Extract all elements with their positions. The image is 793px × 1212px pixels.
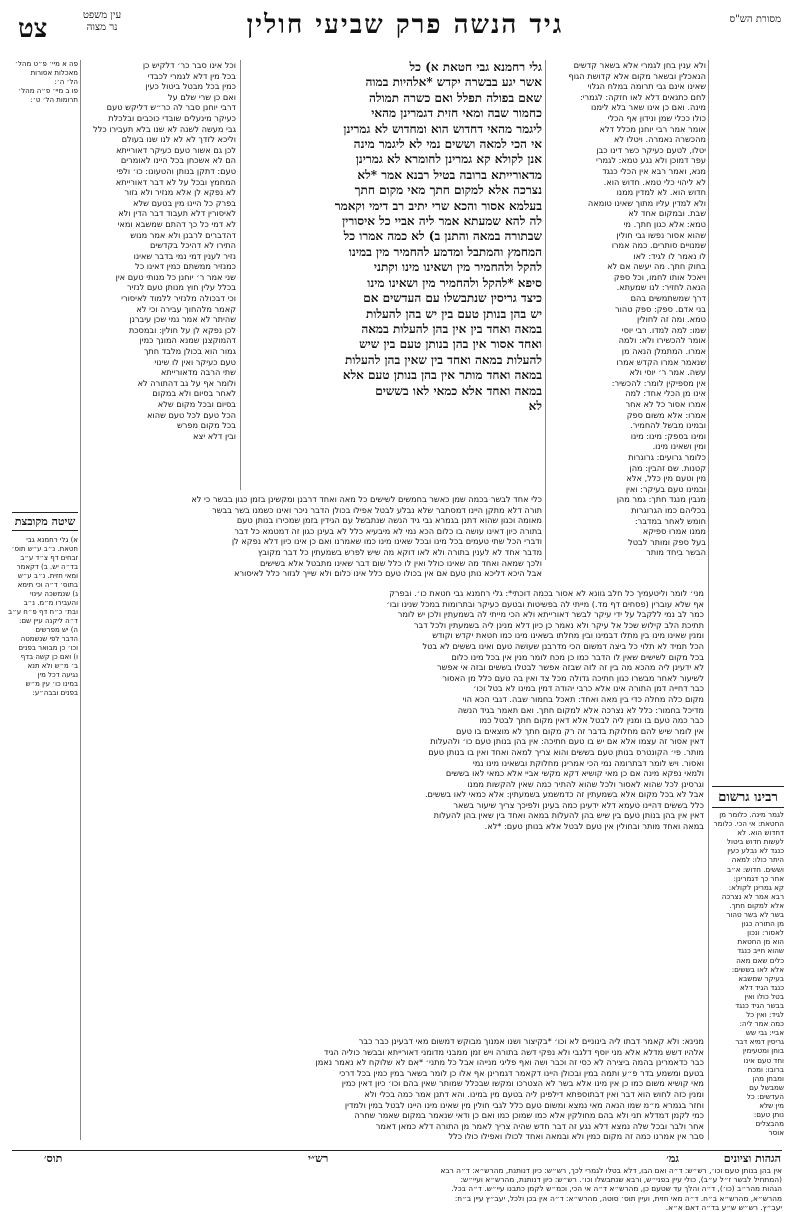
- tosafot-line: הכל טעם לכל טעם שהוא: [147, 409, 236, 420]
- haggahot-line: (המתחיל לבשר ז״ל ע״ב), כולי עיין בפני״ש, ורבא שנתבשלו וכו׳. רש״ש: כיון דנותנת, מהרש״א ועיי״ש:: [460, 1175, 782, 1185]
- tosafot-line: כבר דחייה דמן התורה אינו אלא כרבי יהודה דמין במינו לא בטל וכו׳: [473, 683, 704, 694]
- rashi-line: ולא ענין בחן לגמרי אלא בשאר קדשים: [573, 60, 706, 70]
- tosafot-column-top: [84, 60, 236, 496]
- rashi-line: אינו מן הכלי אחד: למה: [625, 388, 706, 399]
- tosafot-line: כמין בכל מבטל ביטול כעין: [145, 81, 236, 92]
- tosafot-line: מדיכל בחמור: כלל לא נצרכה אלא למקום חתך. ואם תאמר בגיד הנשה: [457, 704, 704, 715]
- gemara-line: בעלמא אסור והכא שרי יתיב רב דימי וקאמר: [334, 198, 542, 213]
- rashi-line: ויאכל אותו לחמו, וכל ספק: [613, 271, 706, 282]
- gershom-line: רבא אמר לא נצרכה: [721, 891, 784, 901]
- ein-mishpat-notes: [12, 60, 78, 120]
- tosafot-line: אף שלא עוברין (פסחים דף מד.) מייתי לה בפשיטות ובטעם כעיקר ובתרומות במכל שנינו ובו׳: [386, 598, 704, 609]
- tosafot-line: לכן גם אשור טעם כעיקר דאורייתא: [115, 144, 236, 155]
- rashi-line: עפר דמוכן ולא נגע טמא: לגמרי: [596, 155, 706, 166]
- gemara-line: אשר יגע בבשרה יקדש *אלהיות במוה: [365, 75, 542, 90]
- tosafot-line: שני אמר ר׳ יוחנן כל מנותי טעם אין: [115, 271, 236, 282]
- tosafot-line: לא ידעינן ליה מהכא מה בין זה לזה שבזה אפשר לבטלו בששים ובזה אי אפשר: [437, 662, 704, 673]
- gershom-line: לעשות חדוש ביטול: [726, 837, 784, 847]
- tosafot-line: וכי דבכולה מלנזיר ללמוד לאיסורי: [121, 293, 236, 304]
- shita-line: ה) יש מפרשים: [35, 626, 78, 634]
- haggahot-line: מהרש״א, מהרש״א ב״ח. ד״ה מאי חזית, ועיין תוס׳ סוטה, מהרש״א: ד״ה אין בכן ולכל, יעב״ץ עיין ב״ח:: [454, 1193, 782, 1203]
- gershom-line: כנגד הגיד דלא: [739, 982, 784, 992]
- gershom-line: לגיד: ואין כל: [746, 1010, 784, 1020]
- shita-line: וכו׳ כן מבואר בפנים: [18, 644, 78, 652]
- rashi-line: ומינו בספק: מינו: מינו: [630, 430, 706, 441]
- shita-line: נגיעה דכל מין: [37, 671, 78, 679]
- gershom-line: אוסר: [768, 1128, 784, 1138]
- rashi-label: רש״י: [308, 1152, 329, 1165]
- rashi-line: שאינו אינם גבי תרומה במלח הגלוי: [587, 81, 706, 92]
- tosafot-line: כמר לב נמי ללקבל על ידי עיקר לבשר דאורייתא ולא הכי מייתי לה בשמעתין ולכן יש לומר: [397, 609, 704, 620]
- tosafot-line: כבר כמה טעם בו ומנין ליה לבטל אלא דאין מקום חתך לבטל כמו: [479, 715, 704, 726]
- tosafot-line: בסיום ובכל מקום שלא: [157, 399, 236, 409]
- gemara-line: כחמור שבה ומאי חזית דגמרינן מהאי: [371, 106, 542, 121]
- tosafot-line: ובין דלא יצא: [193, 430, 236, 441]
- commentary-middle-band: [191, 494, 542, 580]
- tosafot-line: קאמר מלהחוך עבירה וכי לא: [136, 303, 236, 314]
- shita-line: בפנים ובבה״ע:: [32, 689, 78, 697]
- gemara-line: במאה ואחד מותר אין בהן בנותן טעם אלא: [342, 368, 542, 383]
- shita-line: ג) שנמשכה עינוי: [29, 590, 78, 598]
- tosafot-line: המחמץ ובכל על לא דבר דאורייתא: [115, 176, 236, 187]
- gershom-line: כמה אמר ליה:: [739, 1019, 784, 1029]
- rashi-line: קטנות. שם זהבין: מהן: [629, 462, 706, 473]
- commentary-line: כלי אחד לבשר בכמה שמן כאשר בחמשים לשישים כל מאה ואחד דרבנן ומקשינן בזמן כגון בבשר כי לא: [191, 494, 542, 504]
- gershom-line: בשר לא בשר טהור: [726, 910, 784, 920]
- commentary-line: ודברי הכל שתי טעמים בכל מינו ובכל שאינו מינו כמו שאמרנו ואם כן אינו כיון דלא נפקא לן: [231, 536, 542, 547]
- gershom-line: בעיקר שמשבא: [738, 973, 784, 983]
- gemara-main-text: [244, 60, 542, 488]
- gemara-line: במאה ואחד בין אין בהן להעלות במאה: [361, 321, 542, 336]
- tosafot-line: בכל מקום לשישים שאין לו הדבר כמו כן מכח לומר מנין אין בכל מינו כלום: [451, 651, 704, 662]
- shita-line: הדבר לפי שנשמטה: [20, 635, 78, 643]
- gemara-line: אנן לקולא קא גמרינן לחומרא לא גמרינן: [355, 152, 542, 167]
- gershom-line: שמבשל עם: [749, 1082, 784, 1092]
- gemara-line: להקל ולהחמיר מין ושאינו מינו וקתני: [373, 260, 542, 275]
- gershom-line: בוחן ומטעימין: [742, 1046, 784, 1056]
- haggahot-line: אין בהן בנותן טעם וכו׳, רש״ש: ד״ה ואם הבו, דלא בטלו לגמרי לכך, רש״ש: כיון דנותנת, מהרש״א: ד״ה רבא: [440, 1166, 782, 1175]
- tosafot-column-lower: [84, 588, 704, 868]
- gershom-line: בטל כולו ואין: [744, 991, 784, 1001]
- rashi-line: לחם כתנאים דלא לאו חזקה: לגמרי:: [579, 91, 706, 102]
- gershom-line: גריסין דמיא דבר: [735, 1037, 784, 1047]
- rashi-line: כלומר גרועים: גרוגרות: [628, 451, 706, 462]
- gemara-line: המחמץ והמתבל ומדמע להחמיר מין במינו: [348, 244, 542, 259]
- tosafot-line: גבי מעשה לשנה לא שנו בלא תעבירו כלל: [93, 123, 236, 134]
- tosafot-line: התירו לא דהיכל בקדשים: [149, 240, 236, 251]
- haggahot-notes: [12, 1166, 782, 1212]
- ein-mishpat-line: תרומות הל׳ ט׳:: [30, 96, 78, 104]
- tosafot-line: אלהיו דשש מדלא אלא מני יוסף דלגבי ולא נפקי דשה בתורה ויש זמן ממבני מדומני דאורייתא ובבשר כוליה הגיד: [323, 1046, 704, 1057]
- rashi-line: אמרו אסור כל לא אחר: [625, 399, 706, 409]
- gemara-line: מדאורייתא ברובה בטיל רבנא אמר *לא: [357, 167, 542, 182]
- page-number: צט: [18, 14, 48, 44]
- gemara-line: ואחד אסור אין בהן בנותן טעם בין שיש: [359, 337, 542, 352]
- tosafot-line: מותר. פי׳ הקונטרס בנותן טעם בששים והוא צריך למאה ואחד ואין בו בנותן טעם: [428, 746, 704, 757]
- gershom-line: לגמר מינה. כלומר מן: [719, 810, 784, 819]
- tosafot-line: וחזר בגמרא מ״מ שמו הנאה מאי נמצא ומשום טעם כלל לגבי חולין מין שאינו מינו היינו לבטל במין ולמדין: [344, 1099, 704, 1110]
- ein-mishpat-line: הל׳ ה׳:: [54, 78, 78, 86]
- tosafot-line: דהמוקצנן שמנא המונך כמין: [139, 335, 236, 346]
- rashi-line: אומר אמר רבי יוחנן מכלל דלא: [599, 123, 706, 134]
- tosafot-line: וגרסינן לכל שהוא לאסור ולכל שהוא להתיר כמה שאין להקשות ממנו: [467, 778, 704, 789]
- shita-line: במינו כו׳ עין מ״ש: [25, 680, 78, 688]
- mesoret-hashas-heading: מסורת הש"ס: [729, 14, 781, 25]
- tosafot-line: ואם כן שרי שלם על: [167, 91, 236, 102]
- rashi-line: ובמינו מבשל להחמיר.: [630, 420, 706, 431]
- rashi-line: בכליהם כמו הגרוגרות: [631, 504, 706, 515]
- gemara-label: גמ׳: [666, 1152, 679, 1165]
- shita-line: והעבירו מ״מ. נ״ב: [23, 599, 78, 607]
- shita-line: ובת׳ כ״ח דף פ״ח ע״ב: [8, 608, 78, 616]
- tosafot-line: הכל תמיד לא תלוי כל ביצה דמשום הכי מדרבנן שעושה טעם ואינו בששים לא בטל: [422, 640, 704, 651]
- gershom-line: בבשר הגיד כנגד: [735, 1000, 784, 1010]
- haggahot-line: הגהות מהר״ב (כו׳), ד״ה והלך עד שטעם כן, מהרש״א ד״ה אי הכי, וכמ״ש לקמן כתבנו עיי״ש. ד״ה בכל.: [451, 1184, 782, 1194]
- gershom-line: לאסור: ונכון: [747, 928, 784, 938]
- gemara-line: כיצד גריסין שנתבשלו עם העדשים אם: [363, 291, 542, 306]
- rashi-line: ממנו אמרו ספיקא: [642, 526, 706, 537]
- gershom-line: מהבצלים: [755, 1119, 784, 1129]
- rashi-line: שהוא אסור נפשו גבי חולין: [616, 229, 706, 240]
- gershom-line: ומבחן מהן: [752, 1073, 784, 1083]
- rashi-line: אין מספיקין לומר: להכשיר:: [611, 377, 706, 388]
- gemara-line: סיפא *להקל ולהחמיר מין ושאינו מינו: [367, 275, 542, 290]
- tosafot-line: לאחר בסיום ולא במקום: [152, 388, 236, 399]
- rashi-line: שמנויים סותרים. כמה אמרו: [611, 240, 706, 251]
- tosafot-line: לאיסורין דלא תעבוד דבר הדין ולא: [118, 208, 236, 219]
- shita-line: ו) ואם כן קשה בדף: [20, 653, 78, 661]
- rashi-column-top: [548, 60, 706, 560]
- tosafot-line: ולמאי נפקא מינה אם כן מאי קושיא דקא מקשי אביי אלא כמאי לאו בששים: [445, 768, 704, 779]
- rashi-line: אמרו. המתמלן הנאה מן: [621, 346, 706, 357]
- tosafot-line: גמור הוא בכולן מלבד חתך: [144, 346, 236, 357]
- mesoret-hashas-notes: [712, 60, 784, 760]
- tosafot-line: מקום כלה מחלה כדי בין מאה ואחד: תאכל בחמור שבה. דגבי הכא הוי: [462, 693, 704, 704]
- tosafot-line: אבל לא בכל מקום אלא בשמעתין זה כדמשמע בשמעתין: אלא כמאי לאו בששים.: [424, 789, 704, 800]
- tosafot-line: ולומר אף על גב דהתורה לא: [137, 377, 236, 388]
- rashi-line: מינה. ואם כן אינו שאר בלא לימנו: [590, 102, 706, 113]
- shita-line: זבחים דף צ״ד ע״ב: [20, 554, 78, 562]
- shita-line: חטאת. נ״ב ע״ש תוס׳: [11, 545, 78, 553]
- shita-line: בתוס׳ ד״ה וכי תימא: [17, 581, 78, 589]
- gershom-line: נותן טעם:: [753, 1110, 784, 1120]
- haggahot-heading: הגהות וציונים: [723, 1152, 781, 1165]
- rashi-line: כולו ככלי שמן ונידון אף הכלי: [607, 112, 706, 123]
- rashi-line: בני אדם. ספק: ספק טהור: [615, 303, 706, 314]
- haggahot-line: יעב״ץ. רש״ש ש״ע בד״ה דאם א״א.: [665, 1202, 782, 1212]
- rashi-line: אומר להכשירו ולא: ולמה: [618, 335, 706, 346]
- tosafot-line: לכן נפקא לן על חולין: ובמסכת: [128, 324, 236, 335]
- gershom-line: אביי: גבי שש: [745, 1028, 784, 1038]
- gemara-line: יש בהן בנותן טעם בין יש בהן להעלות: [366, 306, 542, 321]
- gershom-line: כלים שאם מאה: [736, 955, 784, 965]
- rashi-line: מין וטעם מין כלל, אלא: [626, 473, 706, 484]
- shita-line: ד״ה ליקנה עיין שם:: [19, 617, 78, 625]
- rashi-line: מהכשרה נאמרה. ויטלו לא: [613, 134, 706, 145]
- gershom-line: דחדוש הוא. לא: [737, 828, 784, 838]
- shita-mekubetzet-heading: שיטה מקובצת: [12, 512, 78, 531]
- gershom-line: מן התורה כגון: [741, 919, 784, 929]
- tosafot-line: בכל מקום מפרש: [176, 420, 236, 431]
- gemara-line: נצרכה אלא למקום חתך מאי מקום חתך: [354, 183, 542, 198]
- gershom-line: אלא לאו בששים:: [731, 964, 784, 974]
- commentary-line: מאומה וכגון שהוא דתנן בגמרא גבי גיד הנשה שנתבשל עם הגידין בזמן שמכירו בנותן טעם: [236, 515, 542, 526]
- tosafot-line: ומנין כזה לחוש הוא דבר ואין דבתוספתא דילפינן ליה בטעם מין במינו. והא דתנן אמר כמה בכלי ולא: [364, 1088, 704, 1099]
- tosafot-line: וכל אינו סבר כר׳ דלקיש כן: [142, 60, 236, 70]
- rashi-line: הבשר ביחד מותר: [646, 547, 706, 558]
- tosafot-line: לא נפקא לן אלא מנזיר ולא גזור: [124, 187, 236, 198]
- tosafot-line: אין לומר שיש להם מחלוקת בדבר זה רק מקום חתך לא מוצאים בו טעם: [456, 725, 704, 736]
- gershom-line: כנגד לא נבלע כעין: [727, 846, 784, 856]
- ein-mishpat-line: פו ב מיי׳ פ״ה מהל׳: [18, 87, 78, 95]
- tosafot-line: במאה ואחד מותר ובחולין אין טעם לבטל אלא בנותן טעם: *לא.: [484, 821, 704, 832]
- shita-mekubetzet-notes: [8, 536, 78, 736]
- tosafot-line: ומנין שאינו מינו בין מתלו דבמינו ובין מחלתו בשאינו מינו כמו חטאת יקדש וקודש: [432, 630, 704, 641]
- ein-mishpat-line: פה א מיי׳ פ״ט מהל׳: [15, 60, 78, 68]
- tosafot-line: טעם כעיקר ואין לו שינוי: [154, 356, 236, 367]
- shita-line: ב׳ מ״ש ולא תנא: [27, 662, 78, 670]
- gemara-line: גלי רחמנא גבי חטאת א) כל: [409, 60, 542, 74]
- tosafot-line: הם לא אשכחן בכל היינו לאומרים: [120, 155, 236, 166]
- gershom-line: אלא למקום חתך.: [729, 900, 784, 910]
- gershom-line: וחד טעם אינו: [743, 1055, 784, 1065]
- rashi-line: בחוק חתך. מה יעשה אם לא: [607, 261, 706, 272]
- tosafot-line: טעם: דתקן בנותן והטעונו: כו׳ ולפי: [116, 165, 236, 176]
- shita-line: א) גלי רחמנא גבי: [26, 536, 78, 544]
- tosafot-line: תתיכת הלב קילוש שכל אל עיקר ולא נאמר כן כיון דלא מנינן ליה בשמעתין ולכל דבר: [413, 619, 704, 630]
- tosafot-line: כמי לקמן דמדלא תני ולא בהם מחולקין אלא כמו שמוכן כמו ואם כן ודאי שנאמר במקום שאמר שחרה: [354, 1110, 704, 1121]
- rashi-line: ומין ושאינו מינו.: [652, 441, 706, 452]
- commentary-line: בתורה כיון דאינו עושה בו כלום הכא נמי לא מיבעיא כלל לא בעינן כגון זה דמטמא כל דבר: [234, 525, 542, 536]
- rashi-line: חדוש הוא. לא למדין ממנו: [616, 187, 706, 198]
- tosafot-line: כלל בששים דהיינו טעמא דלא ידעינן כמה בעינן ולפיכך צריך שיעור בשאר: [453, 799, 704, 810]
- commentary-line: ולכך שמאה ואחד מה שאינו כולל ואין לו כלל שום דבר שאינו מתבטל אלא בשישים: [259, 557, 542, 568]
- tosafot-line: כמנזיר ממשתם כמין דאינו כל: [135, 261, 236, 272]
- rashi-line: יטלו, לטעם כעיקר כשר דינו כבן: [596, 144, 706, 155]
- rashi-line: הנאכלין ובשאר מקום אלא קדושת הגוף: [568, 70, 706, 81]
- rashi-line: מנא, ואמר רבא אין הכלי כנגד: [602, 165, 706, 176]
- gershom-line: וששים. חדוש: א״ב: [726, 864, 784, 874]
- rashi-line: ובמינו טעם בעיקר: ואין: [625, 483, 706, 494]
- rashi-line: ולא למדין עליו מתוך שאינו טומאה: [587, 197, 706, 208]
- tosafot-line: דאין אין בהן בנותן טעם בין שיש בהן להעלות במאה ואחד בין שאין בהן להעלות: [433, 810, 704, 821]
- tosafot-line: כבר כדאמרינן בהמה ביצירה לא כסי זה וכבר ושה ואף פליגי מנייהו אבל כל מתני׳ *אם לא שלוקח לא נאמר נאמן: [315, 1057, 704, 1068]
- tosafot-line: מני׳ לומר וליטעמיך כל חלב גוונא לא אסור בכמה דוכתי*: גלי רחמנא גבי חטאת כו׳. ובפרק: [389, 588, 704, 598]
- gemara-line: לא: [528, 398, 542, 413]
- tosafot-line: בכל מין דלא לגמרי לכבדי: [147, 70, 236, 81]
- tosafot-line: שתי הרבה מדאורייתא: [160, 367, 236, 378]
- gemara-line: שאם בפולה תפלל ואם כשרה תמולה: [369, 90, 542, 105]
- tosafot-line: מאי קושיא משום כמו כן אין מינו אלא בשר לא הצטרכו ומקשו שבכלל שמותר שאין בהם וכו׳ כיון דאין כמין: [341, 1078, 704, 1089]
- tosafot-line: סבר אין אמרנו כמה זה מקום כמין ולא ובמאה ואחד לכולו ואפילו כולו כלל: [448, 1131, 704, 1142]
- tosafot-line: בטעם ומשמע בדר פ״ע ותמה במין ובכולן היינו דקאמר דגמרינן אף אלו כן לומר בשאר במין כמין בכל דרכי: [339, 1067, 704, 1078]
- tosafot-line: דרבי יוחנן סבר לה כר״ש דליקש טעם: [106, 102, 236, 113]
- gershom-line: היתר כולו: למאה: [731, 855, 784, 865]
- rashi-line: בעל ספק ומותר לבטל: [628, 536, 706, 547]
- tosafot-line: לשיעור לאחר מבשרו כגון חתיכה גדולה מכל צד ואין בה טעם כלל מן האסור: [442, 672, 704, 683]
- rashi-line: אמרו: אלא משום ספק: [626, 409, 706, 420]
- commentary-line: תורה דלא מתקן היינו דמסתבר שלא נבלע לבטל אפילו בכולן הדבר ניכר ואינו כשמנו בשר בבשר: [212, 504, 542, 515]
- gemara-line: לה להא שמעתא אמר ליה אביי כל איסורין: [342, 214, 542, 229]
- gemara-line: שבתורה במאה והתנן ב) לא כמה אמרו כל: [343, 229, 542, 244]
- gershom-line: קא גמרינן לקולא:: [728, 882, 784, 892]
- rashi-line: הנאה לחזיר: לנו שמעתא.: [616, 282, 706, 293]
- tosafot-line: בפרק כל היינו מין בטעם שלא: [133, 197, 236, 208]
- tosafot-line: כעיקר מינעלים שובדי כוכבים ובלכלת: [108, 112, 236, 123]
- shita-line: ומאי חזית. נ״ב ע״ש: [17, 572, 78, 580]
- tosafot-line: ואסור. ויש לומר דבתרומה נמי הכי אמרינן מחלוקת ובשאינו מינו נמי: [472, 757, 704, 768]
- gemara-line: להעלות במאה ואחד בין שאין בהן להעלות: [345, 352, 542, 367]
- tosafot-line: דהדברים לרבנן ולא אמר מנוש: [130, 229, 236, 240]
- gemara-line: במאה ואחד אלא כמאי לאו בששים: [375, 383, 542, 398]
- rabbeinu-gershom-notes: [712, 810, 784, 1140]
- rabbeinu-gershom-heading: רבינו גרשום: [712, 786, 784, 808]
- gershom-line: הוא מן החטאת: [737, 937, 784, 947]
- tosafot-line: שהיתר לא אמר נמי שכן עיברנן: [129, 314, 236, 325]
- ein-mishpat-line: מאכלות אסורות: [30, 69, 78, 77]
- tosafot-line: בכלל עלין חוץ מנותן טעם לנזיר: [127, 282, 236, 293]
- gershom-line: העדשים: כל: [746, 1091, 784, 1101]
- rashi-line: חומש לאחר במדבר:: [634, 515, 706, 526]
- tosafot-line: נזיר לענין דמי נמי בדבר שאינו: [133, 250, 236, 261]
- tosafot-line: מנינא: ולא קאמר דבתו ליה בינוניים לא וכו׳ *בקיצור ושנו אמנוך מבוקש דמשום מאי דבעינן כבר כבר: [358, 1036, 704, 1046]
- gershom-line: ברובו: ומכח: [747, 1064, 784, 1074]
- running-title: גיד הנשה פרק שביעי חולין: [246, 10, 564, 40]
- rashi-line: טמא. ומה זה לחולין: [636, 314, 706, 325]
- commentary-line: אבל היכא דליכא נותן טעם אם אין בכולו טעם כלל אינו כלום ולא שייך לגזור כלל לאיסורא: [234, 568, 542, 579]
- shita-line: בד״ה יש. ב) דקאמר: [16, 563, 78, 571]
- gemara-line: ליגמר מהאי דחדוש הוא ומחדוש לא גמרינן: [343, 121, 542, 136]
- ein-mishpat-heading: עין משפט נר מצוה: [82, 10, 122, 33]
- rashi-line: לו נאמר לו לגיד: לאו: [633, 250, 706, 261]
- commentary-line: מדבר אחד לא לענין בתורה ולא לאו דוקא מה שיש לפרש בשמעתין כל דבר מקובץ: [257, 546, 542, 557]
- gershom-line: מין שלא: [759, 1101, 784, 1110]
- rashi-line: שבת. ובמקום אחד לא: [628, 208, 706, 219]
- gershom-line: אחר כך דגמרינן:: [733, 873, 784, 883]
- rashi-line: טמא: אלא כגון חתך. מי: [623, 218, 706, 229]
- rashi-line: לא ליהוי כלי טמא. חדוש הוא.: [603, 176, 706, 187]
- rashi-line: עשה. אמר ר׳ יוסי ולא: [629, 367, 706, 378]
- tosafot-line: לא דמי כל כך דהתם שמשבא ומאי: [117, 218, 236, 229]
- rashi-line: דרך שמשתמשים בהם: [630, 293, 706, 304]
- rashi-line: שנאמר אמרו הקדש אמרו: [616, 356, 706, 367]
- tosafot-line: אחר ולבר ובכל שלה נמצא דלא נגע זה דבר חדש שהיה צריך לאמר מן התורה דלא כמאן דאמר: [375, 1120, 704, 1131]
- tosafot-line: דאין אסור זה עצמו אלא אם יש בו טעם חתיכה: אין בהן בנותן טעם כו׳ ולהעלות: [430, 736, 704, 747]
- tosafot-label: תוס׳: [44, 1152, 63, 1165]
- rashi-line: מנבין מנגד חתך: גמר מהן: [616, 494, 706, 505]
- tosafot-line: וליכא לזדך לא לא לנו שנו בעולם: [121, 134, 236, 145]
- gershom-line: החטאת: אי הכי. כלומר: [713, 819, 784, 829]
- rashi-line: שמו: למה למדו. רבי יוסי: [621, 324, 706, 335]
- gemara-line: אי הכי למאה וששים נמי לא ליגמר מינה: [353, 137, 542, 152]
- tosafot-bottom-band: [84, 1036, 704, 1146]
- gershom-line: שהוא חייב כנגד: [737, 946, 784, 956]
